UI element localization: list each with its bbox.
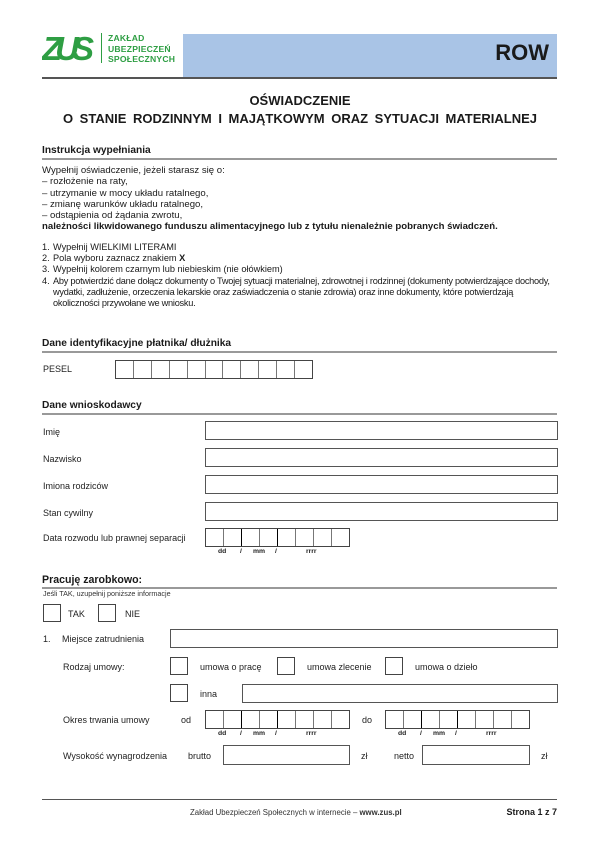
employment-subheading: Jeśli TAK, uzupełnij poniższe informacje (43, 589, 171, 598)
date-hint-dd: dd (218, 548, 227, 555)
form-code: ROW (495, 40, 549, 65)
period-from-date-input[interactable] (205, 710, 350, 729)
last-name-label: Nazwisko (43, 454, 82, 464)
svg-text:ZUS: ZUS (42, 30, 94, 64)
step-text: Wypełnij WIELKIMI LITERAMI (53, 242, 177, 252)
section-divider (42, 158, 557, 160)
date-hint-mm: mm (253, 548, 266, 555)
instructions-intro: Wypełnij oświadczenie, jeżeli starasz się o: (42, 165, 225, 176)
step-number: 3. (42, 264, 50, 275)
period-to-date-input[interactable] (385, 710, 530, 729)
instruction-bullet: – odstąpienia od żądania zwrotu, (42, 210, 183, 222)
instruction-step (42, 242, 557, 253)
step-text: Aby potwierdzić dane dołącz dokumenty o Twojej sytuacji materialnej, zdrowotnej i rodzinnej (dokumenty potwierdzające dochody, wydatki, zadłużenie, orzeczenia lekarskie oraz zaświadczenia o stanie zdrowia) oraz inne dokumenty, które potwierdzają okoliczności przywołane we wniosku. (53, 275, 550, 309)
applicant-heading: Dane wnioskodawcy (42, 400, 142, 411)
date-hint-mm: mm (253, 730, 266, 737)
logo-line: UBEZPIECZEŃ (108, 43, 171, 54)
page-number: Strona 1 z 7 (506, 807, 557, 817)
zus-logo-icon (42, 30, 94, 64)
footer-text-block (190, 808, 402, 817)
instructions-bold-line: należności likwidowanego funduszu alimentacyjnego lub z tytułu nienależnie pobranych świadczeń. (42, 221, 498, 233)
last-name-input[interactable] (205, 448, 558, 467)
logo-text (108, 33, 175, 65)
instruction-bullet: – zmianę warunków układu ratalnego, (42, 198, 204, 210)
date-hint-sep: / (275, 548, 277, 555)
instruction-step (42, 253, 557, 264)
logo-line: SPOŁECZNYCH (108, 54, 176, 64)
date-hint-sep: / (240, 730, 242, 737)
pesel-input[interactable] (115, 360, 313, 379)
instruction-step (42, 276, 557, 310)
footer-link[interactable]: www.zus.pl (359, 808, 402, 817)
date-hint-sep: / (455, 730, 457, 737)
step-text: Pola wyboru zaznacz znakiem (53, 253, 180, 264)
workplace-input[interactable] (170, 629, 558, 648)
first-name-input[interactable] (205, 421, 558, 440)
date-hint-dd: dd (398, 730, 407, 737)
contract-type-label: Rodzaj umowy: (63, 662, 125, 672)
employed-yes-checkbox[interactable] (43, 604, 61, 622)
contract-period-label: Okres trwania umowy (63, 715, 150, 725)
net-currency: zł (541, 751, 548, 761)
date-hint-dd: dd (218, 730, 227, 737)
logo-separator (101, 33, 102, 63)
contract-mandate-label: umowa zlecenie (307, 662, 372, 672)
instructions-heading: Instrukcja wypełniania (42, 145, 151, 156)
workplace-label: Miejsce zatrudnienia (62, 634, 145, 644)
section-divider (42, 413, 557, 415)
step-number: 4. (42, 275, 50, 286)
date-hint-sep: / (275, 730, 277, 737)
footer-divider (42, 799, 557, 800)
date-hint-sep: / (420, 730, 422, 737)
logo-line: ZAKŁAD (108, 33, 145, 43)
contract-employment-label: umowa o pracę (200, 662, 262, 672)
date-hint-yyyy: rrrr (486, 730, 497, 737)
pesel-label: PESEL (43, 364, 73, 374)
payer-heading: Dane identyfikacyjne płatnika/ dłużnika (42, 338, 232, 349)
contract-other-input[interactable] (242, 684, 558, 703)
gross-label: brutto (188, 751, 212, 761)
instruction-bullet: – rozłożenie na raty, (42, 176, 128, 188)
contract-employment-checkbox[interactable] (170, 657, 188, 675)
divorce-date-input[interactable] (205, 528, 350, 547)
date-hint-yyyy: rrrr (306, 548, 317, 555)
step-number: 2. (42, 253, 50, 264)
instructions-intro-block (42, 165, 498, 233)
date-hint-sep: / (240, 548, 242, 555)
contract-other-label: inna (200, 689, 218, 699)
footer-text: Zakład Ubezpieczeń Społecznych w internecie – (190, 808, 360, 817)
step-number: 1. (42, 242, 50, 252)
first-name-label: Imię (43, 427, 61, 437)
salary-label: Wysokość wynagrodzenia (63, 751, 167, 761)
instruction-bullet: – utrzymanie w mocy układu ratalnego, (42, 187, 209, 199)
contract-mandate-checkbox[interactable] (277, 657, 295, 675)
instruction-steps (42, 242, 557, 309)
workplace-number: 1. (43, 634, 51, 644)
date-hint-yyyy: rrrr (306, 730, 317, 737)
step-bold-mark: X (179, 253, 186, 264)
net-label: netto (394, 751, 415, 761)
contract-work-label: umowa o dzieło (415, 662, 478, 672)
employed-no-checkbox[interactable] (98, 604, 116, 622)
gross-salary-input[interactable] (223, 745, 350, 765)
employment-heading: Pracuję zarobkowo: (42, 574, 143, 586)
contract-work-checkbox[interactable] (385, 657, 403, 675)
net-salary-input[interactable] (422, 745, 530, 765)
step-text: Wypełnij kolorem czarnym lub niebieskim (nie ołówkiem) (53, 264, 283, 275)
gross-currency: zł (361, 751, 368, 761)
page-title: OŚWIADCZENIE (249, 93, 351, 108)
contract-other-checkbox[interactable] (170, 684, 188, 702)
parents-names-input[interactable] (205, 475, 558, 494)
no-label: NIE (125, 609, 141, 619)
marital-status-input[interactable] (205, 502, 558, 521)
period-from-label: od (181, 715, 192, 725)
yes-label: TAK (68, 609, 85, 619)
date-hint-mm: mm (433, 730, 446, 737)
page-subtitle: O STANIE RODZINNYM I MAJĄTKOWYM ORAZ SYTUACJI MATERIALNEJ (62, 111, 538, 126)
form-code-banner (183, 34, 557, 78)
divorce-date-label: Data rozwodu lub prawnej separacji (43, 533, 186, 543)
section-divider (42, 351, 557, 353)
header-divider (42, 77, 557, 79)
period-to-label: do (362, 715, 373, 725)
instruction-step (42, 264, 557, 275)
parents-names-label: Imiona rodziców (43, 481, 109, 491)
marital-status-label: Stan cywilny (43, 508, 94, 518)
